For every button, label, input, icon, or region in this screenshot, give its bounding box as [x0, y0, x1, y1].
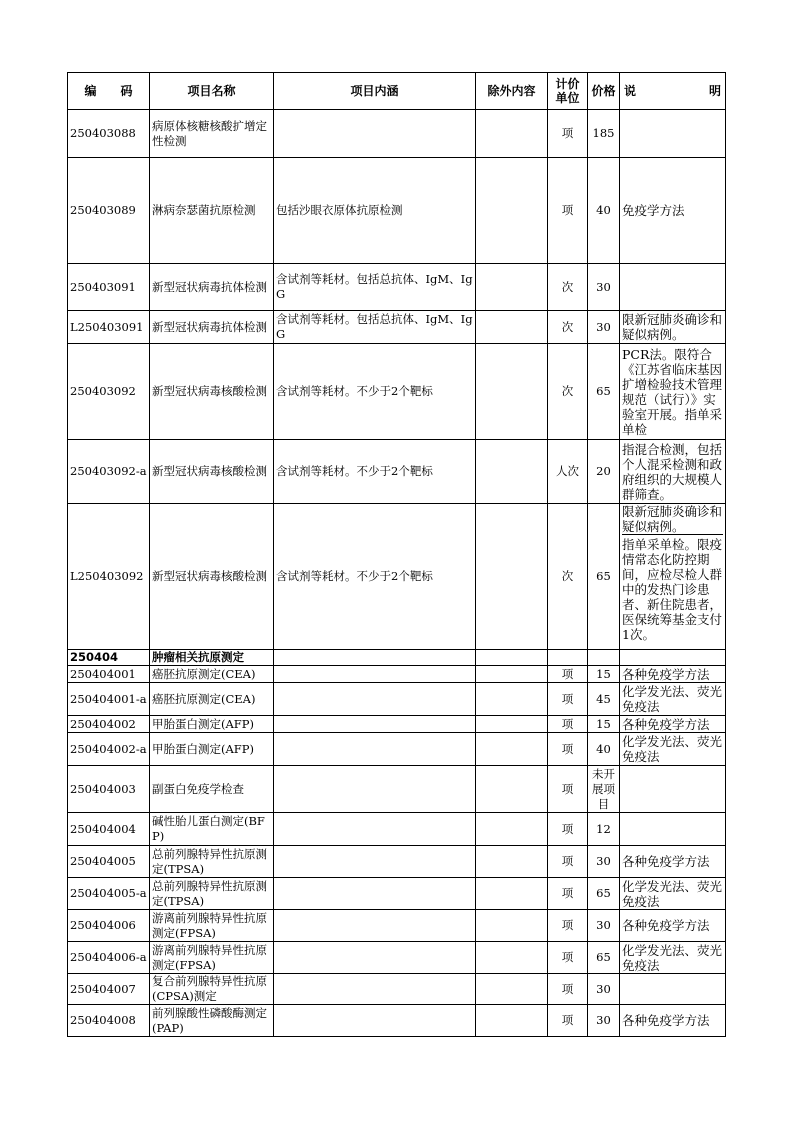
unit-text: 人次	[556, 464, 579, 478]
cell-excluded	[476, 1005, 548, 1037]
cell-code	[68, 716, 150, 733]
cell-price	[588, 344, 620, 440]
cell-content	[274, 344, 476, 440]
cell-name	[150, 683, 274, 716]
name-text: 甲胎蛋白测定(AFP)	[152, 741, 254, 756]
price-text: 40	[596, 203, 611, 217]
table-row	[68, 344, 726, 440]
code-text: 250404005	[70, 854, 136, 868]
cell-code	[68, 1005, 150, 1037]
section-row	[68, 650, 726, 666]
cell-content	[274, 910, 476, 942]
content-text: 含试剂等耗材。包括总抗体、IgM、IgG	[276, 312, 473, 341]
code-text: 250403092-a	[70, 464, 147, 478]
cell-price	[588, 650, 620, 666]
unit-text: 项	[561, 821, 574, 836]
header-note: 说 明	[620, 73, 726, 110]
name-text: 新型冠状病毒抗体检测	[152, 279, 267, 294]
unit-text: 次	[561, 384, 574, 398]
cell-excluded	[476, 683, 548, 716]
cell-note	[620, 733, 726, 766]
cell-name	[150, 666, 274, 683]
cell-code	[68, 110, 150, 158]
cell-content	[274, 733, 476, 766]
code-text: L250403092	[70, 569, 144, 583]
note-text: 化学发光法、荧光免疫法	[622, 942, 723, 973]
cell-note	[620, 1005, 726, 1037]
cell-note	[620, 942, 726, 974]
cell-price	[588, 504, 620, 650]
unit-text: 项	[561, 716, 574, 731]
cell-name	[150, 942, 274, 974]
unit-text: 项	[561, 203, 574, 217]
code-text: 250403088	[70, 126, 136, 140]
code-text: 250403091	[70, 279, 136, 294]
cell-excluded	[476, 666, 548, 683]
cell-code	[68, 264, 150, 311]
cell-name	[150, 110, 274, 158]
code-text: 250404007	[70, 981, 136, 996]
cell-note	[620, 110, 726, 158]
cell-unit	[548, 910, 588, 942]
note-part: 指单采单检。限疫情常态化防控期间，应检尽检人群中的发热门诊患者、新住院患者，医保统筹基金支付1次。	[622, 537, 723, 642]
table-row	[68, 846, 726, 878]
name-text: 游离前列腺特异性抗原测定(FPSA)	[152, 942, 267, 972]
table-row	[68, 440, 726, 504]
cell-price	[588, 1005, 620, 1037]
table-row	[68, 878, 726, 910]
cell-content	[274, 650, 476, 666]
cell-name	[150, 974, 274, 1005]
cell-excluded	[476, 813, 548, 846]
cell-unit	[548, 504, 588, 650]
cell-content	[274, 846, 476, 878]
note-text: 化学发光法、荧光免疫法	[622, 734, 723, 764]
table-row	[68, 813, 726, 846]
note-text: 各种免疫学方法	[622, 716, 710, 732]
cell-content	[274, 264, 476, 311]
cell-note	[620, 504, 726, 650]
cell-price	[588, 878, 620, 910]
cell-content	[274, 504, 476, 650]
header-excluded: 除外内容	[476, 73, 548, 110]
table-row	[68, 716, 726, 733]
cell-unit	[548, 878, 588, 910]
code-text: 250404	[70, 650, 119, 664]
cell-name	[150, 504, 274, 650]
price-text: 15	[596, 716, 611, 731]
table-row	[68, 110, 726, 158]
price-text: 30	[596, 981, 611, 996]
cell-price	[588, 766, 620, 813]
table-row	[68, 766, 726, 813]
unit-text: 项	[561, 950, 574, 964]
price-text: 12	[596, 821, 611, 836]
cell-note	[620, 650, 726, 666]
code-text: 250403092	[70, 384, 136, 398]
cell-note	[620, 766, 726, 813]
name-text: 碱性胎儿蛋白测定(BFP)	[152, 814, 265, 843]
price-text: 65	[596, 569, 611, 583]
cell-content	[274, 683, 476, 716]
cell-name	[150, 716, 274, 733]
cell-note	[620, 311, 726, 344]
code-text: 250404006-a	[70, 950, 147, 964]
cell-unit	[548, 974, 588, 1005]
cell-code	[68, 766, 150, 813]
price-text: 65	[596, 950, 611, 964]
cell-name	[150, 846, 274, 878]
cell-unit	[548, 846, 588, 878]
cell-name	[150, 910, 274, 942]
content-text: 含试剂等耗材。不少于2个靶标	[276, 464, 433, 478]
cell-content	[274, 974, 476, 1005]
cell-code	[68, 910, 150, 942]
name-text: 新型冠状病毒核酸检测	[152, 569, 267, 583]
cell-content	[274, 440, 476, 504]
table-row	[68, 683, 726, 716]
code-text: 250404001	[70, 666, 136, 681]
cell-content	[274, 110, 476, 158]
cell-code	[68, 942, 150, 974]
cell-excluded	[476, 650, 548, 666]
cell-price	[588, 311, 620, 344]
cell-unit	[548, 264, 588, 311]
cell-excluded	[476, 846, 548, 878]
unit-text: 项	[561, 886, 574, 900]
cell-unit	[548, 766, 588, 813]
price-text: 65	[596, 384, 611, 398]
cell-name	[150, 878, 274, 910]
unit-text: 项	[561, 691, 574, 706]
content-text: 含试剂等耗材。包括总抗体、IgM、IgG	[276, 272, 473, 301]
cell-unit	[548, 1005, 588, 1037]
price-text: 30	[596, 279, 611, 294]
code-text: 250404005-a	[70, 886, 147, 900]
cell-excluded	[476, 311, 548, 344]
unit-text: 项	[561, 918, 574, 932]
cell-excluded	[476, 504, 548, 650]
cell-name	[150, 766, 274, 813]
cell-note	[620, 974, 726, 1005]
content-text: 含试剂等耗材。不少于2个靶标	[276, 384, 433, 398]
unit-text: 项	[561, 1013, 574, 1027]
cell-unit	[548, 158, 588, 264]
cell-unit	[548, 311, 588, 344]
cell-content	[274, 878, 476, 910]
name-text: 游离前列腺特异性抗原测定(FPSA)	[152, 910, 267, 940]
header-price: 价格	[588, 73, 620, 110]
cell-note	[620, 158, 726, 264]
cell-unit	[548, 813, 588, 846]
code-text: 250404003	[70, 781, 136, 796]
table-row	[68, 666, 726, 683]
code-text: 250404008	[70, 1013, 136, 1027]
cell-note	[620, 716, 726, 733]
cell-excluded	[476, 440, 548, 504]
cell-price	[588, 846, 620, 878]
cell-unit	[548, 650, 588, 666]
cell-unit	[548, 942, 588, 974]
cell-name	[150, 264, 274, 311]
cell-price	[588, 974, 620, 1005]
cell-unit	[548, 110, 588, 158]
cell-note	[620, 666, 726, 683]
note-text: 各种免疫学方法	[622, 918, 710, 933]
cell-price	[588, 942, 620, 974]
cell-price	[588, 158, 620, 264]
cell-name	[150, 733, 274, 766]
cell-content	[274, 813, 476, 846]
cell-name	[150, 1005, 274, 1037]
cell-name	[150, 344, 274, 440]
cell-code	[68, 878, 150, 910]
header-code: 编 码	[68, 73, 150, 110]
cell-excluded	[476, 110, 548, 158]
code-text: 250403089	[70, 203, 136, 217]
name-text: 甲胎蛋白测定(AFP)	[152, 716, 254, 731]
code-text: 250404002-a	[70, 741, 147, 756]
cell-price	[588, 716, 620, 733]
cell-excluded	[476, 766, 548, 813]
cell-note	[620, 683, 726, 716]
cell-code	[68, 344, 150, 440]
cell-note	[620, 344, 726, 440]
cell-unit	[548, 683, 588, 716]
cell-name	[150, 158, 274, 264]
cell-code	[68, 158, 150, 264]
unit-text: 项	[561, 981, 574, 996]
cell-code	[68, 311, 150, 344]
header-content: 项目内涵	[274, 73, 476, 110]
unit-text: 次	[561, 279, 574, 294]
table-row	[68, 974, 726, 1005]
cell-price	[588, 910, 620, 942]
table-row	[68, 311, 726, 344]
cell-content	[274, 158, 476, 264]
cell-price	[588, 733, 620, 766]
name-text: 肿瘤相关抗原测定	[152, 650, 244, 664]
code-text: 250404006	[70, 918, 136, 932]
cell-excluded	[476, 716, 548, 733]
cell-code	[68, 733, 150, 766]
name-text: 癌胚抗原测定(CEA)	[152, 666, 256, 681]
cell-price	[588, 110, 620, 158]
price-text: 30	[596, 918, 611, 932]
note-text: 各种免疫学方法	[622, 666, 710, 682]
note-text: 化学发光法、荧光免疫法	[622, 878, 723, 909]
cell-name	[150, 311, 274, 344]
cell-note	[620, 440, 726, 504]
unit-text: 项	[561, 781, 574, 796]
cell-unit	[548, 666, 588, 683]
cell-note	[620, 813, 726, 846]
cell-price	[588, 813, 620, 846]
header-row	[68, 73, 726, 110]
cell-note	[620, 878, 726, 910]
unit-text: 项	[561, 126, 574, 140]
table-row	[68, 264, 726, 311]
header-unit: 计价单位	[548, 73, 588, 110]
cell-code	[68, 813, 150, 846]
cell-price	[588, 666, 620, 683]
code-text: 250404001-a	[70, 691, 147, 706]
cell-code	[68, 683, 150, 716]
cell-excluded	[476, 878, 548, 910]
cell-name	[150, 440, 274, 504]
note-part: 限新冠肺炎确诊和疑似病例。	[622, 504, 723, 534]
price-text: 65	[596, 886, 611, 900]
note-text: 各种免疫学方法	[622, 854, 710, 869]
cell-excluded	[476, 344, 548, 440]
cell-content	[274, 766, 476, 813]
header-name: 项目名称	[150, 73, 274, 110]
cell-unit	[548, 344, 588, 440]
name-text: 总前列腺特异性抗原测定(TPSA)	[152, 846, 267, 876]
code-text: 250404002	[70, 716, 136, 731]
price-text: 30	[596, 1013, 611, 1027]
note-text: 免疫学方法	[622, 203, 685, 218]
cell-note	[620, 264, 726, 311]
price-text: 30	[596, 854, 611, 868]
cell-excluded	[476, 942, 548, 974]
cell-excluded	[476, 264, 548, 311]
cell-excluded	[476, 974, 548, 1005]
cell-price	[588, 440, 620, 504]
table-row	[68, 910, 726, 942]
note-text: 限新冠肺炎确诊和疑似病例。	[622, 312, 723, 342]
note-text: 指混合检测，包括个人混采检测和政府组织的大规模人群筛查。	[622, 441, 723, 502]
table-row	[68, 158, 726, 264]
price-text: 40	[596, 741, 611, 756]
price-text: 30	[596, 319, 611, 334]
cell-code	[68, 650, 150, 666]
unit-text: 次	[561, 319, 574, 334]
price-text: 15	[596, 666, 611, 681]
cell-price	[588, 683, 620, 716]
unit-text: 项	[561, 666, 574, 681]
table-row	[68, 733, 726, 766]
content-text: 含试剂等耗材。不少于2个靶标	[276, 569, 433, 583]
cell-content	[274, 666, 476, 683]
unit-text: 项	[561, 854, 574, 868]
cell-code	[68, 974, 150, 1005]
price-text: 未开展项目	[592, 766, 615, 811]
cell-content	[274, 942, 476, 974]
cell-name	[150, 813, 274, 846]
cell-excluded	[476, 733, 548, 766]
name-text: 总前列腺特异性抗原测定(TPSA)	[152, 878, 267, 908]
cell-content	[274, 311, 476, 344]
name-text: 新型冠状病毒核酸检测	[152, 464, 267, 478]
unit-text: 次	[561, 569, 574, 583]
cell-name	[150, 650, 274, 666]
cell-content	[274, 1005, 476, 1037]
cell-unit	[548, 733, 588, 766]
note-text: PCR法。限符合《江苏省临床基因扩增检验技术管理规范（试行）》实验室开展。指单采单检	[622, 346, 723, 437]
code-text: 250404004	[70, 821, 136, 836]
cell-note	[620, 846, 726, 878]
cell-unit	[548, 716, 588, 733]
name-text: 前列腺酸性磷酸酶测定(PAP)	[152, 1005, 267, 1035]
cell-code	[68, 504, 150, 650]
price-text: 185	[592, 126, 615, 140]
cell-content	[274, 716, 476, 733]
price-text: 45	[596, 691, 611, 706]
name-text: 复合前列腺特异性抗原(CPSA)测定	[152, 974, 267, 1003]
name-text: 新型冠状病毒核酸检测	[152, 384, 267, 398]
cell-excluded	[476, 910, 548, 942]
name-text: 副蛋白免疫学检查	[152, 781, 244, 796]
name-text: 病原体核糖核酸扩增定性检测	[152, 118, 267, 148]
cell-code	[68, 440, 150, 504]
cell-code	[68, 666, 150, 683]
cell-price	[588, 264, 620, 311]
name-text: 癌胚抗原测定(CEA)	[152, 691, 256, 706]
name-text: 新型冠状病毒抗体检测	[152, 319, 267, 334]
cell-code	[68, 846, 150, 878]
name-text: 淋病奈瑟菌抗原检测	[152, 203, 256, 217]
cell-excluded	[476, 158, 548, 264]
note-text: 化学发光法、荧光免疫法	[622, 684, 723, 714]
content-text: 包括沙眼衣原体抗原检测	[276, 203, 403, 217]
cell-note	[620, 910, 726, 942]
cell-unit	[548, 440, 588, 504]
table-row	[68, 942, 726, 974]
table-row	[68, 1005, 726, 1037]
price-text: 20	[596, 464, 611, 478]
code-text: L250403091	[70, 319, 144, 334]
table-row	[68, 504, 726, 650]
note-text: 各种免疫学方法	[622, 1013, 710, 1028]
price-table	[67, 72, 726, 1037]
unit-text: 项	[561, 741, 574, 756]
